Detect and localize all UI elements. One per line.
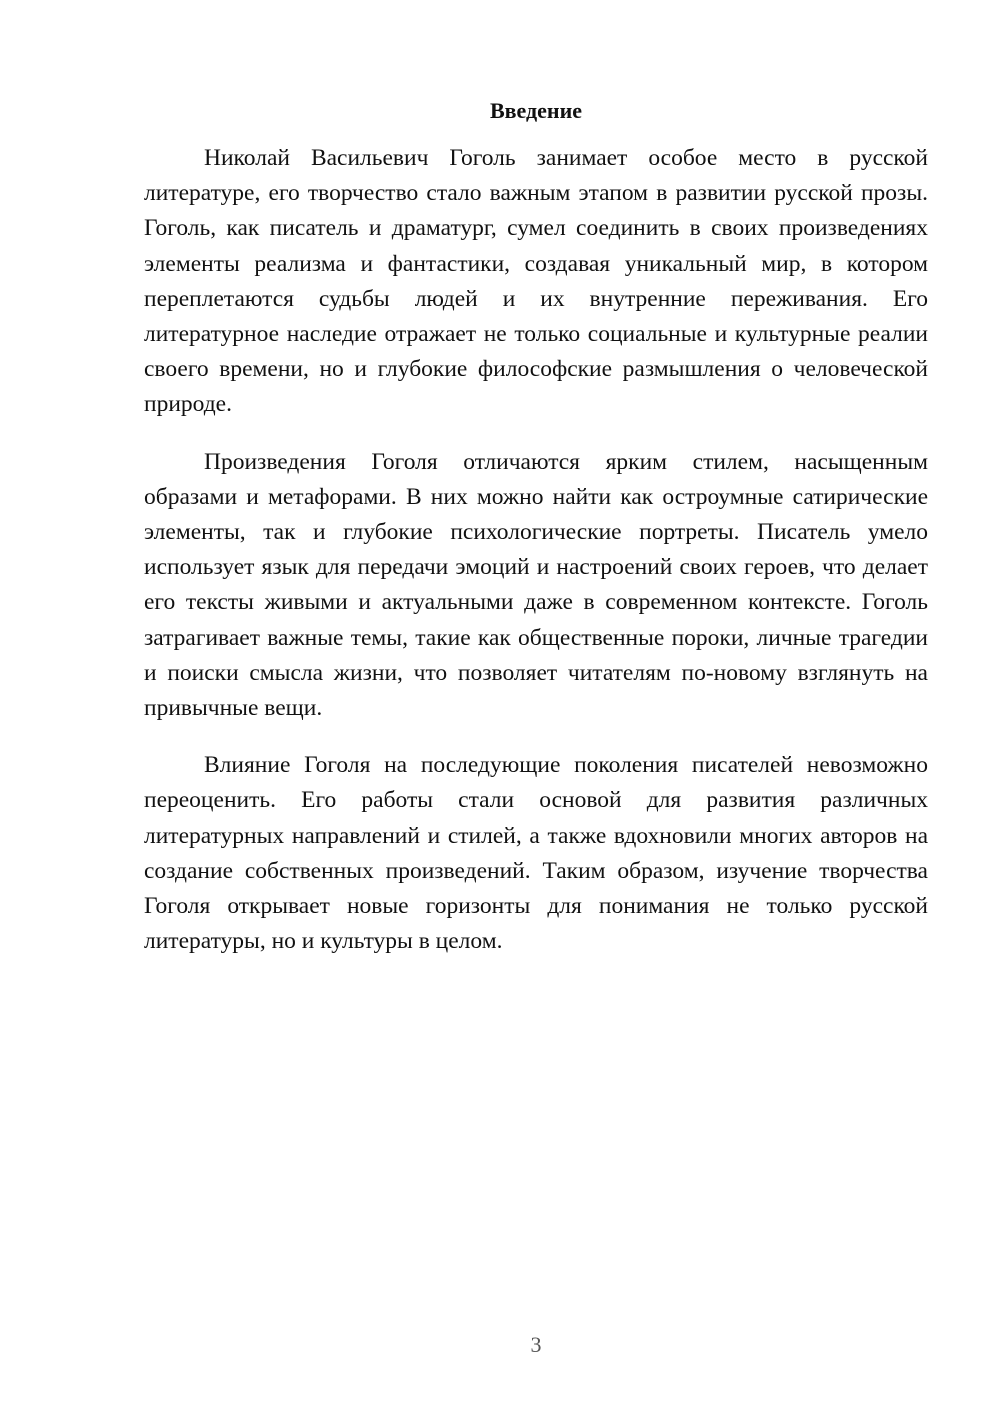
section-title: Введение <box>489 98 583 123</box>
body-text <box>144 141 928 981</box>
page-number: 3 <box>530 1332 542 1357</box>
paragraph-2: Произведения Гоголя отличаются ярким стилем, насыщенным образами и метафорами. В них можно найти как остроумные сатирические элементы, так и глубокие психологические портреты. Писатель умело использует язык для передачи эмоций и настроений своих героев, что делает его тексты живыми и актуальными даже в современном контексте. Гоголь затрагивает важные темы, такие как общественные пороки, личные трагедии и поиски смысла жизни, что позволяет читателям по-новому взглянуть на привычные вещи. <box>144 448 928 722</box>
paragraph-1: Николай Васильевич Гоголь занимает особое место в русской литературе, его творчество стало важным этапом в развитии русской прозы. Гоголь, как писатель и драматург, сумел соединить в своих произведениях элементы реализма и фантастики, создавая уникальный мир, в котором переплетаются судьбы людей и их внутренние переживания. Его литературное наследие отражает не только социальные и культурные реалии своего времени, но и глубокие философские размышления о человеческой природе. <box>144 145 928 418</box>
paragraph-3: Влияние Гоголя на последующие поколения писателей невозможно переоценить. Его работы стали основой для развития различных литературных направлений и стилей, а также вдохновили многих авторов на создание собственных произведений. Таким образом, изучение творчества Гоголя открывает новые горизонты для понимания не только русской литературы, но и культуры в целом. <box>144 752 928 955</box>
